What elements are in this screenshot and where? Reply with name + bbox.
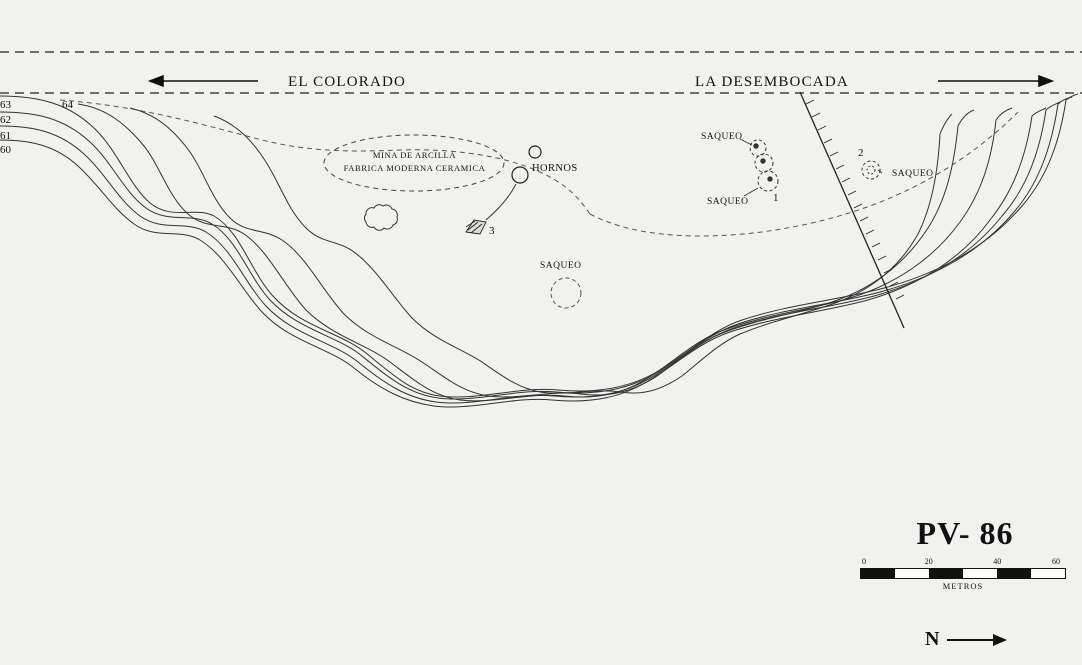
scale-tick-0: 0 (862, 557, 866, 566)
scale-tick-60: 60 (1052, 557, 1060, 566)
saqueo-label-right: SAQUEO (892, 169, 934, 179)
contour-label-61: 61 (0, 130, 11, 142)
saqueo-label-upper-left: SAQUEO (701, 132, 743, 142)
north-letter: N (925, 628, 940, 650)
title-block (860, 515, 1070, 597)
north-arrow-icon (945, 632, 1009, 648)
north-arrow (925, 628, 1009, 651)
scale-segment-2 (929, 569, 963, 578)
scale-bar-block (860, 557, 1066, 597)
zone-label-la-desembocada: LA DESEMBOCADA (695, 74, 849, 90)
site-number-3: 3 (489, 225, 495, 237)
site-number-2: 2 (858, 147, 864, 159)
saqueo-label-lower-left: SAQUEO (707, 197, 749, 207)
mina-de-arcilla-line1: MINA DE ARCILLA (372, 150, 457, 160)
scale-segment-3 (997, 569, 1031, 578)
map-title: PV- 86 (916, 515, 1014, 551)
scale-segment-1 (861, 569, 895, 578)
scale-bar (860, 568, 1066, 579)
site-number-1: 1 (773, 192, 779, 204)
contour-label-60: 60 (0, 144, 11, 156)
contour-label-63: 63 (0, 99, 11, 111)
scale-tick-20: 20 (924, 557, 933, 566)
contour-label-62: 62 (0, 114, 11, 126)
contour-label-64: 64 (62, 99, 73, 111)
mina-de-arcilla-label (332, 149, 497, 175)
scale-tick-labels (860, 557, 1066, 568)
scale-tick-40: 40 (993, 557, 1002, 566)
saqueo-label-center: SAQUEO (540, 261, 582, 271)
mina-de-arcilla-line2: FABRICA MODERNA CERAMICA (343, 163, 486, 173)
zone-label-el-colorado: EL COLORADO (288, 74, 407, 90)
hornos-label: HORNOS (532, 163, 578, 174)
scale-unit-label: METROS (942, 581, 984, 591)
